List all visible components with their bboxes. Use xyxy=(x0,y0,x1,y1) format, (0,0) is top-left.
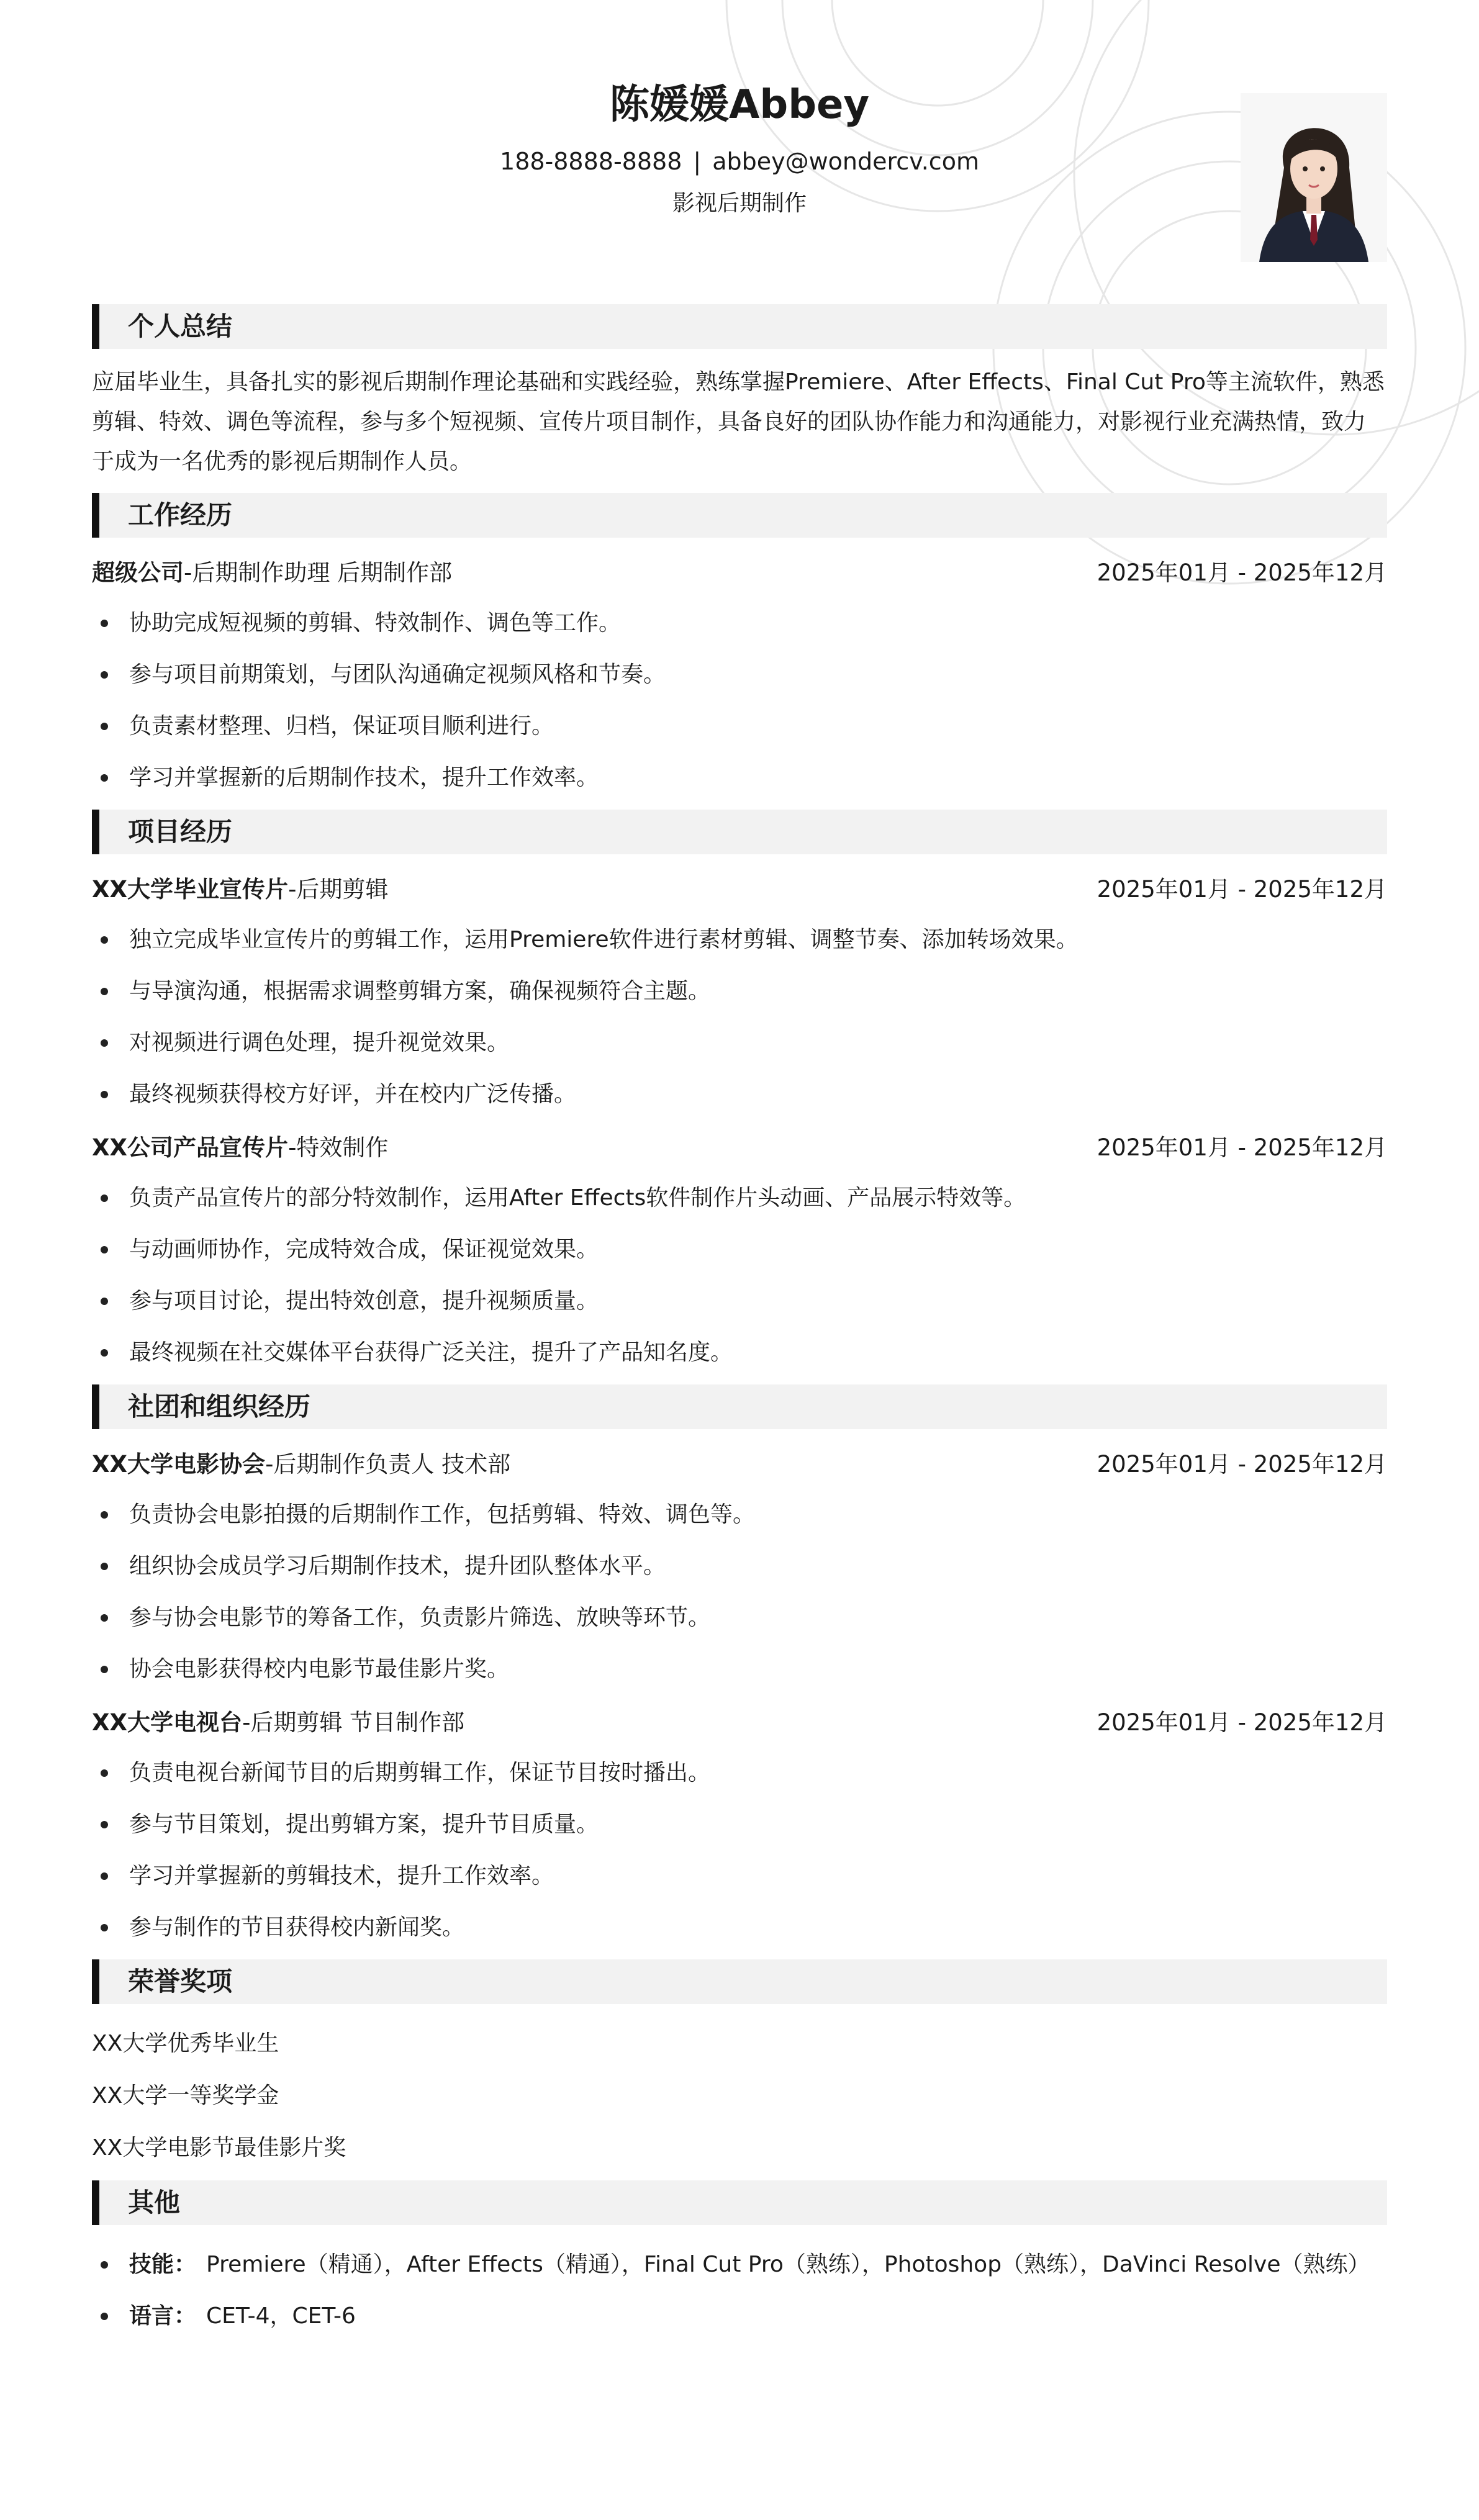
other-list xyxy=(92,2239,1387,2342)
bullet-item: 学习并掌握新的后期制作技术，提升工作效率。 xyxy=(92,752,1387,803)
project-entry xyxy=(92,1126,1387,1378)
entry-role: -后期制作负责人 技术部 xyxy=(265,1451,511,1478)
entry-org-role xyxy=(92,1443,510,1486)
entry-header xyxy=(92,868,1387,911)
entry-bullets xyxy=(92,914,1387,1120)
bullet-item: 独立完成毕业宣传片的剪辑工作，运用Premiere软件进行素材剪辑、调整节奏、添加转场效果。 xyxy=(92,914,1387,965)
summary-section xyxy=(92,304,1387,482)
bullet-item: 负责协会电影拍摄的后期制作工作，包括剪辑、特效、调色等。 xyxy=(92,1489,1387,1540)
entry-role: -特效制作 xyxy=(288,1134,389,1161)
section-title-clubs: 社团和组织经历 xyxy=(92,1384,1387,1429)
bullet-item: 负责素材整理、归档，保证项目顺利进行。 xyxy=(92,700,1387,752)
clubs-section xyxy=(92,1384,1387,1953)
award-item: XX大学电影节最佳影片奖 xyxy=(92,2135,346,2161)
bullet-item: 协会电影获得校内电影节最佳影片奖。 xyxy=(92,1643,1387,1695)
bullet-item: 最终视频在社交媒体平台获得广泛关注，提升了产品知名度。 xyxy=(92,1327,1387,1378)
club-entry xyxy=(92,1443,1387,1695)
entry-date: 2025年01月 - 2025年12月 xyxy=(1097,559,1387,586)
entry-org: 超级公司 xyxy=(92,559,184,586)
bullet-item: 协助完成短视频的剪辑、特效制作、调色等工作。 xyxy=(92,597,1387,649)
entry-date: 2025年01月 - 2025年12月 xyxy=(1097,1709,1387,1736)
award-item: XX大学优秀毕业生 xyxy=(92,2031,279,2056)
bullet-item: 参与节目策划，提出剪辑方案，提升节目质量。 xyxy=(92,1799,1387,1850)
entry-bullets xyxy=(92,1489,1387,1695)
summary-text: 应届毕业生，具备扎实的影视后期制作理论基础和实践经验，熟练掌握Premiere、After Effects、Final Cut Pro等主流软件，熟悉剪辑、特效、调色等流程，参与多个短视频、宣传片项目制作，具备良好的团队协作能力和沟通能力，对影视行业充满热情，致力于成为一名优秀的影视后期制作人员。 xyxy=(92,369,1385,474)
bullet-item: 参与项目前期策划，与团队沟通确定视频风格和节奏。 xyxy=(92,649,1387,700)
entry-org: XX大学电视台 xyxy=(92,1709,243,1736)
job-intention: 影视后期制作 xyxy=(672,191,807,216)
section-title-work: 工作经历 xyxy=(92,493,1387,538)
entry-role: -后期制作助理 后期制作部 xyxy=(184,559,453,586)
bullet-item: 参与制作的节目获得校内新闻奖。 xyxy=(92,1902,1387,1953)
skills-item xyxy=(92,2239,1387,2290)
entry-org: XX公司产品宣传片 xyxy=(92,1134,289,1161)
bullet-item: 参与项目讨论，提出特效创意，提升视频质量。 xyxy=(92,1275,1387,1327)
section-title-projects: 项目经历 xyxy=(92,810,1387,854)
resume-header xyxy=(92,0,1387,304)
section-title-awards: 荣誉奖项 xyxy=(92,1959,1387,2004)
entry-org-role xyxy=(92,551,452,595)
entry-header xyxy=(92,551,1387,595)
other-section xyxy=(92,2180,1387,2342)
bullet-item: 与动画师协作，完成特效合成，保证视觉效果。 xyxy=(92,1224,1387,1275)
project-entry xyxy=(92,868,1387,1120)
entry-date: 2025年01月 - 2025年12月 xyxy=(1097,1134,1387,1161)
entry-bullets xyxy=(92,1172,1387,1378)
entry-header xyxy=(92,1701,1387,1745)
candidate-name: 陈媛媛Abbey xyxy=(609,82,870,128)
bullet-item: 最终视频获得校方好评，并在校内广泛传播。 xyxy=(92,1068,1387,1120)
contact-separator: | xyxy=(693,148,702,175)
contact-line xyxy=(92,144,1387,179)
phone-number: 188-8888-8888 xyxy=(500,148,682,175)
awards-section xyxy=(92,1959,1387,2174)
language-item xyxy=(92,2290,1387,2342)
work-section xyxy=(92,493,1387,803)
bullet-item: 学习并掌握新的剪辑技术，提升工作效率。 xyxy=(92,1850,1387,1902)
entry-header xyxy=(92,1443,1387,1486)
skills-value: Premiere（精通），After Effects（精通），Final Cut Pro（熟练），Photoshop（熟练），DaVinci Resolve（熟练） xyxy=(206,2252,1370,2277)
club-entry xyxy=(92,1701,1387,1953)
entry-bullets xyxy=(92,1747,1387,1953)
language-key: 语言： xyxy=(129,2303,197,2329)
skills-key: 技能： xyxy=(129,2252,197,2277)
bullet-item: 与导演沟通，根据需求调整剪辑方案，确保视频符合主题。 xyxy=(92,965,1387,1017)
award-item: XX大学一等奖学金 xyxy=(92,2083,279,2108)
entry-role: -后期剪辑 节目制作部 xyxy=(242,1709,465,1736)
bullet-item: 负责电视台新闻节目的后期剪辑工作，保证节目按时播出。 xyxy=(92,1747,1387,1799)
entry-bullets xyxy=(92,597,1387,803)
entry-org-role xyxy=(92,868,388,911)
entry-org-role xyxy=(92,1126,388,1170)
bullet-item: 对视频进行调色处理，提升视觉效果。 xyxy=(92,1017,1387,1068)
bullet-item: 参与协会电影节的筹备工作，负责影片筛选、放映等环节。 xyxy=(92,1592,1387,1643)
entry-date: 2025年01月 - 2025年12月 xyxy=(1097,1451,1387,1478)
language-value: CET-4，CET-6 xyxy=(206,2303,356,2329)
entry-role: -后期剪辑 xyxy=(288,876,389,903)
section-title-other: 其他 xyxy=(92,2180,1387,2225)
entry-org: XX大学毕业宣传片 xyxy=(92,876,289,903)
email-address: abbey@wondercv.com xyxy=(712,148,979,175)
entry-header xyxy=(92,1126,1387,1170)
bullet-item: 组织协会成员学习后期制作技术，提升团队整体水平。 xyxy=(92,1540,1387,1592)
entry-org-role xyxy=(92,1701,464,1745)
profile-photo xyxy=(1241,93,1387,262)
bullet-item: 负责产品宣传片的部分特效制作，运用After Effects软件制作片头动画、产品展示特效等。 xyxy=(92,1172,1387,1224)
projects-section xyxy=(92,810,1387,1378)
work-entry xyxy=(92,551,1387,803)
section-title-summary: 个人总结 xyxy=(92,304,1387,349)
entry-date: 2025年01月 - 2025年12月 xyxy=(1097,876,1387,903)
resume-page xyxy=(92,0,1387,2348)
entry-org: XX大学电影协会 xyxy=(92,1451,266,1478)
